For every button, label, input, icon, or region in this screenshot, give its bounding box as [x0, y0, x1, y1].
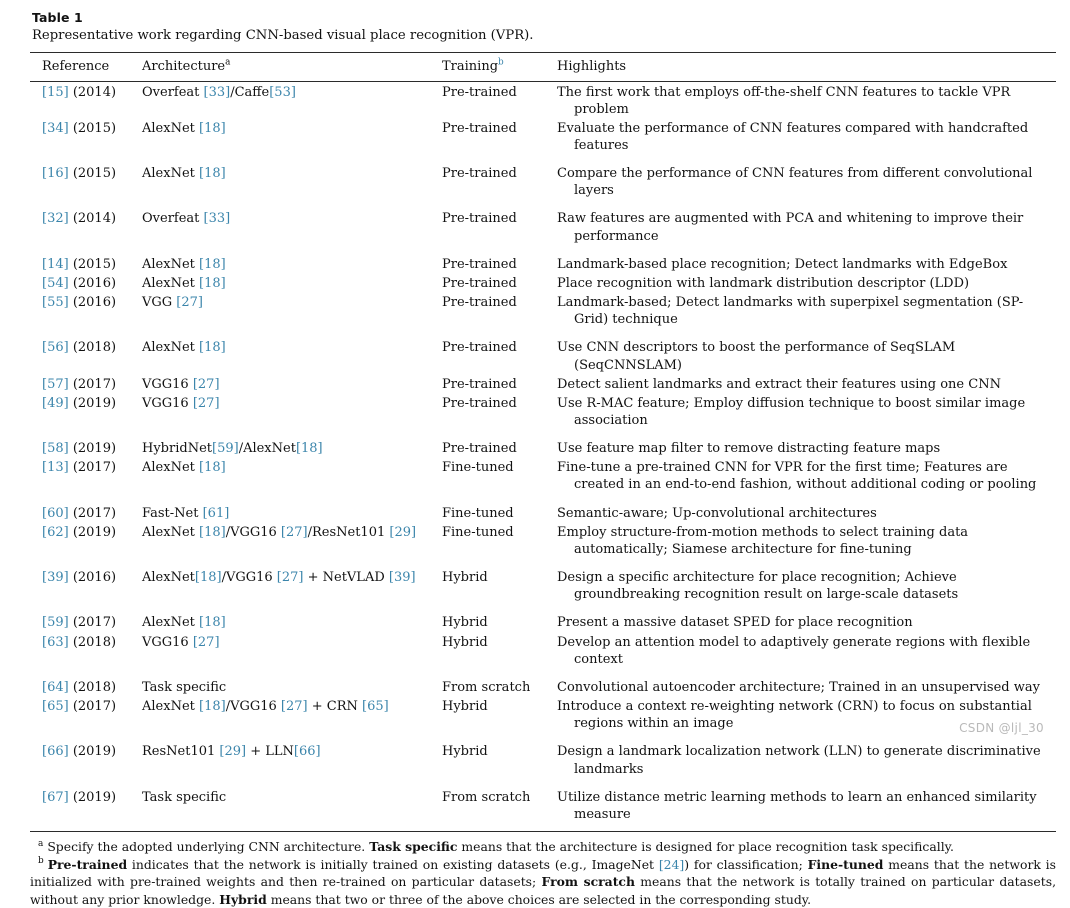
highlights-text: Semantic-aware; Up-convolutional architectures: [557, 505, 877, 521]
reference-year: (2016): [68, 570, 117, 586]
cell-training: Pre-trained: [442, 275, 517, 291]
highlights-text: Present a massive dataset SPED for place recognition: [557, 615, 913, 631]
footnote-marker-b: b: [498, 57, 504, 68]
reference-citation-link[interactable]: [62]: [42, 524, 69, 540]
column-header-reference: [30, 52, 142, 81]
table-bottom-rule: [30, 831, 1056, 832]
highlights-text: Place recognition with landmark distribution descriptor (LDD): [557, 275, 970, 291]
reference-citation-link[interactable]: [67]: [42, 789, 69, 805]
cell-training: Hybrid: [442, 699, 488, 715]
cell-training: Pre-trained: [442, 441, 517, 457]
cell-highlights: [557, 668, 1056, 696]
cell-architecture: AlexNet [18]: [142, 460, 226, 476]
cell-reference[interactable]: [30, 732, 142, 777]
cell-reference[interactable]: [30, 778, 142, 823]
cell-architecture: VGG16 [27]: [142, 634, 220, 650]
reference-year: (2019): [68, 441, 117, 457]
footnote-marker: a: [38, 838, 44, 849]
representative-work-table: [30, 52, 1056, 823]
table-row: [30, 199, 1056, 244]
cell-training: Fine-tuned: [442, 505, 514, 521]
cell-reference[interactable]: [30, 457, 142, 493]
cell-training: Hybrid: [442, 744, 488, 760]
table-number: Table 1: [32, 10, 83, 25]
cell-highlights: [557, 81, 1056, 118]
cell-training: Hybrid: [442, 634, 488, 650]
reference-citation-link[interactable]: [39]: [42, 570, 69, 586]
reference-year: (2017): [68, 505, 117, 521]
reference-citation-link[interactable]: [49]: [42, 395, 69, 411]
cell-highlights: [557, 603, 1056, 631]
cell-highlights: [557, 732, 1056, 777]
cell-training: Pre-trained: [442, 166, 517, 182]
cell-architecture: VGG16 [27]: [142, 376, 220, 392]
cell-reference[interactable]: [30, 199, 142, 244]
cell-training: Pre-trained: [442, 395, 517, 411]
reference-citation-link[interactable]: [34]: [42, 120, 69, 136]
footnote-body: Pre-trained indicates that the network is initially trained on existing datasets (e.g., ImageNet [24]) for classification; Fine-tuned means that the network is initialized with pre-trained weights and then re-trained on particular datasets; From scratch means that the network is totally trained on particular datasets, without any prior knowledge. Hybrid means that two or three of the above choices are selected in the corresponding study.: [30, 856, 1057, 907]
table-row: [30, 245, 1056, 273]
footnote-a: [30, 838, 1056, 856]
table-row: [30, 429, 1056, 457]
reference-year: (2017): [68, 460, 117, 476]
highlights-text: Design a landmark localization network (LLN) to generate discriminative landmarks: [557, 744, 1041, 777]
reference-citation-link[interactable]: [63]: [42, 634, 69, 650]
table-row: [30, 778, 1056, 823]
footnote-marker-a: a: [225, 57, 231, 68]
cell-architecture: AlexNet [18]/VGG16 [27]/ResNet101 [29]: [142, 524, 417, 540]
table-row: [30, 732, 1056, 777]
cell-architecture: VGG [27]: [142, 295, 203, 311]
cell-highlights: [557, 245, 1056, 273]
highlights-text: Design a specific architecture for place recognition; Achieve groundbreaking recognition result on large-scale datasets: [557, 570, 959, 603]
reference-citation-link[interactable]: [65]: [42, 699, 69, 715]
table-row: [30, 632, 1056, 668]
cell-reference[interactable]: [30, 494, 142, 522]
cell-architecture: AlexNet [18]/VGG16 [27] + CRN [65]: [142, 699, 389, 715]
highlights-text: Landmark-based; Detect landmarks with superpixel segmentation (SP-Grid) technique: [557, 295, 1024, 328]
table-row: [30, 522, 1056, 558]
table-row: [30, 154, 1056, 199]
cell-training: Pre-trained: [442, 295, 517, 311]
column-header-training: [442, 52, 557, 81]
footnote-b: [30, 856, 1056, 908]
cell-architecture: Task specific: [142, 789, 227, 805]
table-body: [30, 81, 1056, 823]
cell-highlights: [557, 118, 1056, 154]
reference-citation-link[interactable]: [64]: [42, 679, 69, 695]
cell-reference[interactable]: [30, 292, 142, 328]
cell-training: Hybrid: [442, 570, 488, 586]
cell-architecture: AlexNet [18]: [142, 166, 226, 182]
cell-architecture: AlexNet [18]: [142, 615, 226, 631]
cell-reference[interactable]: [30, 429, 142, 457]
reference-year: (2018): [68, 340, 117, 356]
cell-reference[interactable]: [30, 273, 142, 292]
highlights-text: Utilize distance metric learning methods to learn an enhanced similarity measure: [557, 789, 1037, 822]
highlights-text: Convolutional autoencoder architecture; Trained in an unsupervised way: [557, 679, 1040, 695]
cell-highlights: [557, 457, 1056, 493]
watermark: CSDN @ljl_30: [959, 721, 1044, 735]
column-header-architecture: [142, 52, 442, 81]
reference-year: (2015): [68, 166, 117, 182]
table-row: [30, 328, 1056, 373]
highlights-text: Develop an attention model to adaptively generate regions with flexible context: [557, 634, 1031, 667]
table-row: [30, 603, 1056, 631]
cell-architecture: Overfeat [33]/Caffe[53]: [142, 84, 296, 100]
reference-year: (2017): [68, 615, 117, 631]
reference-citation-link[interactable]: [16]: [42, 166, 69, 182]
table-header: [30, 52, 1056, 81]
table-row: [30, 118, 1056, 154]
cell-reference[interactable]: [30, 374, 142, 393]
footnote-marker: b: [38, 856, 44, 867]
cell-highlights: [557, 374, 1056, 393]
reference-citation-link[interactable]: [15]: [42, 84, 69, 100]
reference-citation-link[interactable]: [54]: [42, 275, 69, 291]
highlights-text: Employ structure-from-motion methods to select training data automatically; Siamese architecture for fine-tuning: [557, 524, 969, 557]
cell-architecture: AlexNet [18]: [142, 256, 226, 272]
reference-year: (2019): [68, 395, 117, 411]
cell-reference[interactable]: [30, 393, 142, 429]
cell-highlights: [557, 494, 1056, 522]
cell-highlights: [557, 292, 1056, 328]
reference-year: (2016): [68, 275, 117, 291]
highlights-text: Evaluate the performance of CNN features compared with handcrafted features: [557, 120, 1029, 153]
cell-architecture: ResNet101 [29] + LLN[66]: [142, 744, 321, 760]
cell-reference[interactable]: [30, 154, 142, 199]
table-row: [30, 81, 1056, 118]
highlights-text: Landmark-based place recognition; Detect landmarks with EdgeBox: [557, 256, 1008, 272]
highlights-text: Compare the performance of CNN features from different convolutional layers: [557, 166, 1033, 199]
reference-year: (2015): [68, 120, 117, 136]
table-row: [30, 273, 1056, 292]
column-header-reference-label: Reference: [42, 58, 110, 74]
reference-year: (2014): [68, 84, 117, 100]
footnote-body: Specify the adopted underlying CNN architecture. Task specific means that the architecture is designed for place recognition task specifically.: [47, 838, 954, 854]
highlights-text: Detect salient landmarks and extract their features using one CNN: [557, 376, 1001, 392]
cell-architecture: VGG16 [27]: [142, 395, 220, 411]
cell-architecture: Fast-Net [61]: [142, 505, 230, 521]
reference-year: (2019): [68, 524, 117, 540]
cell-reference[interactable]: [30, 328, 142, 373]
cell-highlights: [557, 199, 1056, 244]
reference-year: (2017): [68, 699, 117, 715]
reference-year: (2018): [68, 634, 117, 650]
highlights-text: Use R-MAC feature; Employ diffusion technique to boost similar image association: [557, 395, 1026, 428]
cell-highlights: [557, 328, 1056, 373]
cell-architecture: AlexNet [18]: [142, 275, 226, 291]
cell-training: Hybrid: [442, 615, 488, 631]
table-row: [30, 494, 1056, 522]
cell-highlights: [557, 632, 1056, 668]
reference-year: (2015): [68, 256, 117, 272]
reference-citation-link[interactable]: [59]: [42, 615, 69, 631]
reference-citation-link[interactable]: [60]: [42, 505, 69, 521]
reference-year: (2016): [68, 295, 117, 311]
column-header-training-label: Training: [442, 58, 499, 74]
table-row: [30, 696, 1056, 732]
highlights-text: The first work that employs off-the-shelf CNN features to tackle VPR problem: [557, 84, 1011, 117]
column-header-highlights: [557, 52, 1056, 81]
cell-training: From scratch: [442, 789, 531, 805]
reference-citation-link[interactable]: [66]: [42, 744, 69, 760]
cell-training: Pre-trained: [442, 256, 517, 272]
cell-reference[interactable]: [30, 603, 142, 631]
table-header-row: [30, 52, 1056, 81]
cell-highlights: [557, 558, 1056, 603]
cell-highlights: [557, 778, 1056, 823]
cell-highlights: [557, 393, 1056, 429]
highlights-text: Use CNN descriptors to boost the performance of SeqSLAM (SeqCNNSLAM): [557, 340, 956, 373]
cell-training: Pre-trained: [442, 211, 517, 227]
cell-training: Pre-trained: [442, 84, 517, 100]
reference-citation-link[interactable]: [58]: [42, 441, 69, 457]
table-row: [30, 374, 1056, 393]
cell-training: Pre-trained: [442, 120, 517, 136]
reference-citation-link[interactable]: [57]: [42, 376, 69, 392]
cell-highlights: [557, 429, 1056, 457]
cell-reference[interactable]: [30, 632, 142, 668]
cell-reference[interactable]: [30, 696, 142, 732]
cell-reference[interactable]: [30, 558, 142, 603]
cell-training: Fine-tuned: [442, 524, 514, 540]
cell-reference[interactable]: [30, 118, 142, 154]
cell-architecture: Task specific: [142, 679, 227, 695]
cell-architecture: Overfeat [33]: [142, 211, 231, 227]
cell-reference[interactable]: [30, 522, 142, 558]
table-row: [30, 558, 1056, 603]
highlights-text: Fine-tune a pre-trained CNN for VPR for the first time; Features are created in an end-to-end fashion, without additional coding or pooling: [557, 460, 1037, 493]
column-header-architecture-label: Architecture: [142, 58, 226, 74]
reference-year: (2019): [68, 789, 117, 805]
cell-architecture: HybridNet[59]/AlexNet[18]: [142, 441, 323, 457]
table-row: [30, 668, 1056, 696]
cell-highlights: [557, 522, 1056, 558]
reference-citation-link[interactable]: [32]: [42, 211, 69, 227]
cell-architecture: AlexNet[18]/VGG16 [27] + NetVLAD [39]: [142, 570, 416, 586]
table-caption: Representative work regarding CNN-based visual place recognition (VPR).: [32, 28, 534, 43]
reference-year: (2018): [68, 679, 117, 695]
cell-highlights: [557, 273, 1056, 292]
cell-highlights: [557, 154, 1056, 199]
cell-architecture: AlexNet [18]: [142, 340, 226, 356]
highlights-text: Introduce a context re-weighting network (CRN) to focus on substantial regions within an image: [557, 699, 1032, 732]
cell-training: Pre-trained: [442, 376, 517, 392]
reference-citation-link[interactable]: [56]: [42, 340, 69, 356]
cell-reference[interactable]: [30, 668, 142, 696]
table-row: [30, 292, 1056, 328]
cell-training: Fine-tuned: [442, 460, 514, 476]
reference-year: (2019): [68, 744, 117, 760]
reference-citation-link[interactable]: [55]: [42, 295, 69, 311]
cell-reference[interactable]: [30, 81, 142, 118]
highlights-text: Use feature map filter to remove distracting feature maps: [557, 441, 941, 457]
cell-training: Pre-trained: [442, 340, 517, 356]
column-header-highlights-label: Highlights: [557, 58, 627, 74]
table-row: [30, 457, 1056, 493]
reference-citation-link[interactable]: [14]: [42, 256, 69, 272]
table-footnotes: [30, 838, 1056, 908]
table-row: [30, 393, 1056, 429]
cell-reference[interactable]: [30, 245, 142, 273]
cell-training: From scratch: [442, 679, 531, 695]
reference-year: (2017): [68, 376, 117, 392]
highlights-text: Raw features are augmented with PCA and whitening to improve their performance: [557, 211, 1024, 244]
reference-citation-link[interactable]: [13]: [42, 460, 69, 476]
reference-year: (2014): [68, 211, 117, 227]
cell-architecture: AlexNet [18]: [142, 120, 226, 136]
